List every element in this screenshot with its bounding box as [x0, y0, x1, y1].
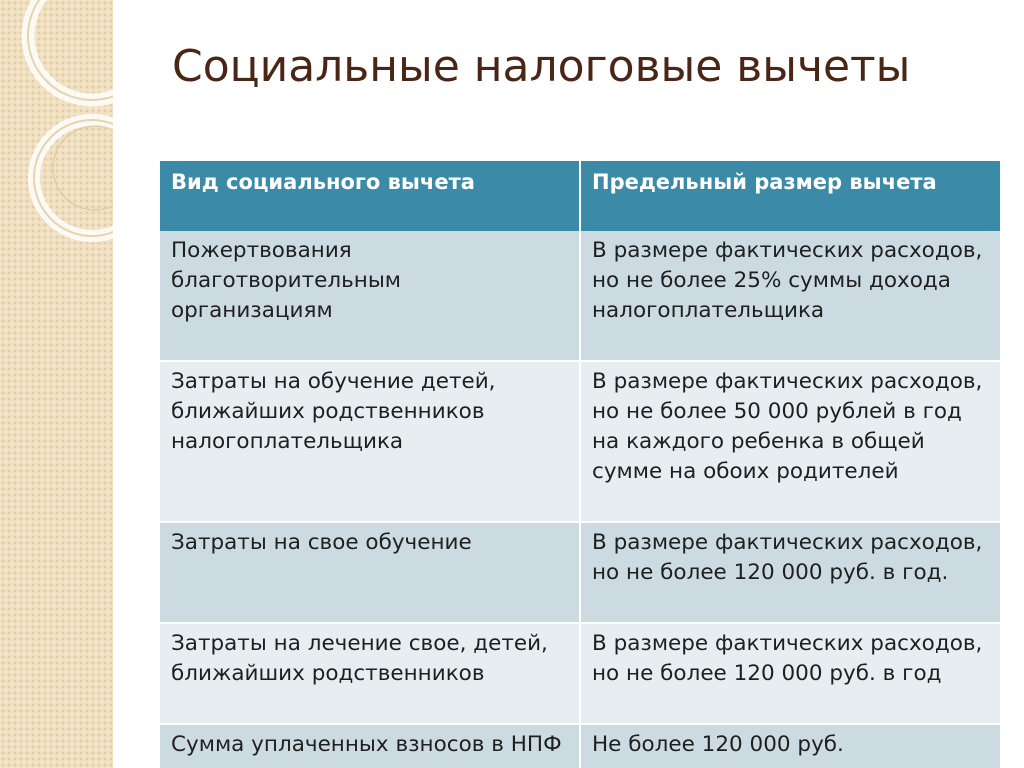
deduction-limit-cell: В размере фактических расходов, но не более 50 000 рублей в год на каждого ребенка в общей сумме на обоих родителей: [580, 361, 1000, 522]
deduction-limit-cell: В размере фактических расходов, но не более 25% суммы дохода налогоплательщика: [580, 231, 1000, 361]
deduction-limit-cell: В размере фактических расходов, но не более 120 000 руб. в год.: [580, 522, 1000, 623]
deduction-limit-cell: Не более 120 000 руб.: [580, 724, 1000, 768]
table-row: [160, 724, 1000, 768]
deductions-table: [160, 161, 1000, 768]
table-row: [160, 231, 1000, 361]
deduction-type-cell: Затраты на свое обучение: [160, 522, 580, 623]
table-header-row: [160, 161, 1000, 231]
page-title: Социальные налоговые вычеты: [172, 41, 911, 92]
column-header-limit: Предельный размер вычета: [580, 161, 1000, 231]
table-row: [160, 522, 1000, 623]
deduction-limit-cell: В размере фактических расходов, но не более 120 000 руб. в год: [580, 623, 1000, 724]
decorative-side-strip: [0, 0, 113, 768]
deduction-type-cell: Сумма уплаченных взносов в НПФ: [160, 724, 580, 768]
column-header-deduction-type: Вид социального вычета: [160, 161, 580, 231]
deduction-type-cell: Затраты на лечение свое, детей, ближайших родственников: [160, 623, 580, 724]
decorative-rings-icon: [0, 0, 113, 768]
table-row: [160, 623, 1000, 724]
deduction-type-cell: Затраты на обучение детей, ближайших родственников налогоплательщика: [160, 361, 580, 522]
table-row: [160, 361, 1000, 522]
deduction-type-cell: Пожертвования благотворительным организациям: [160, 231, 580, 361]
